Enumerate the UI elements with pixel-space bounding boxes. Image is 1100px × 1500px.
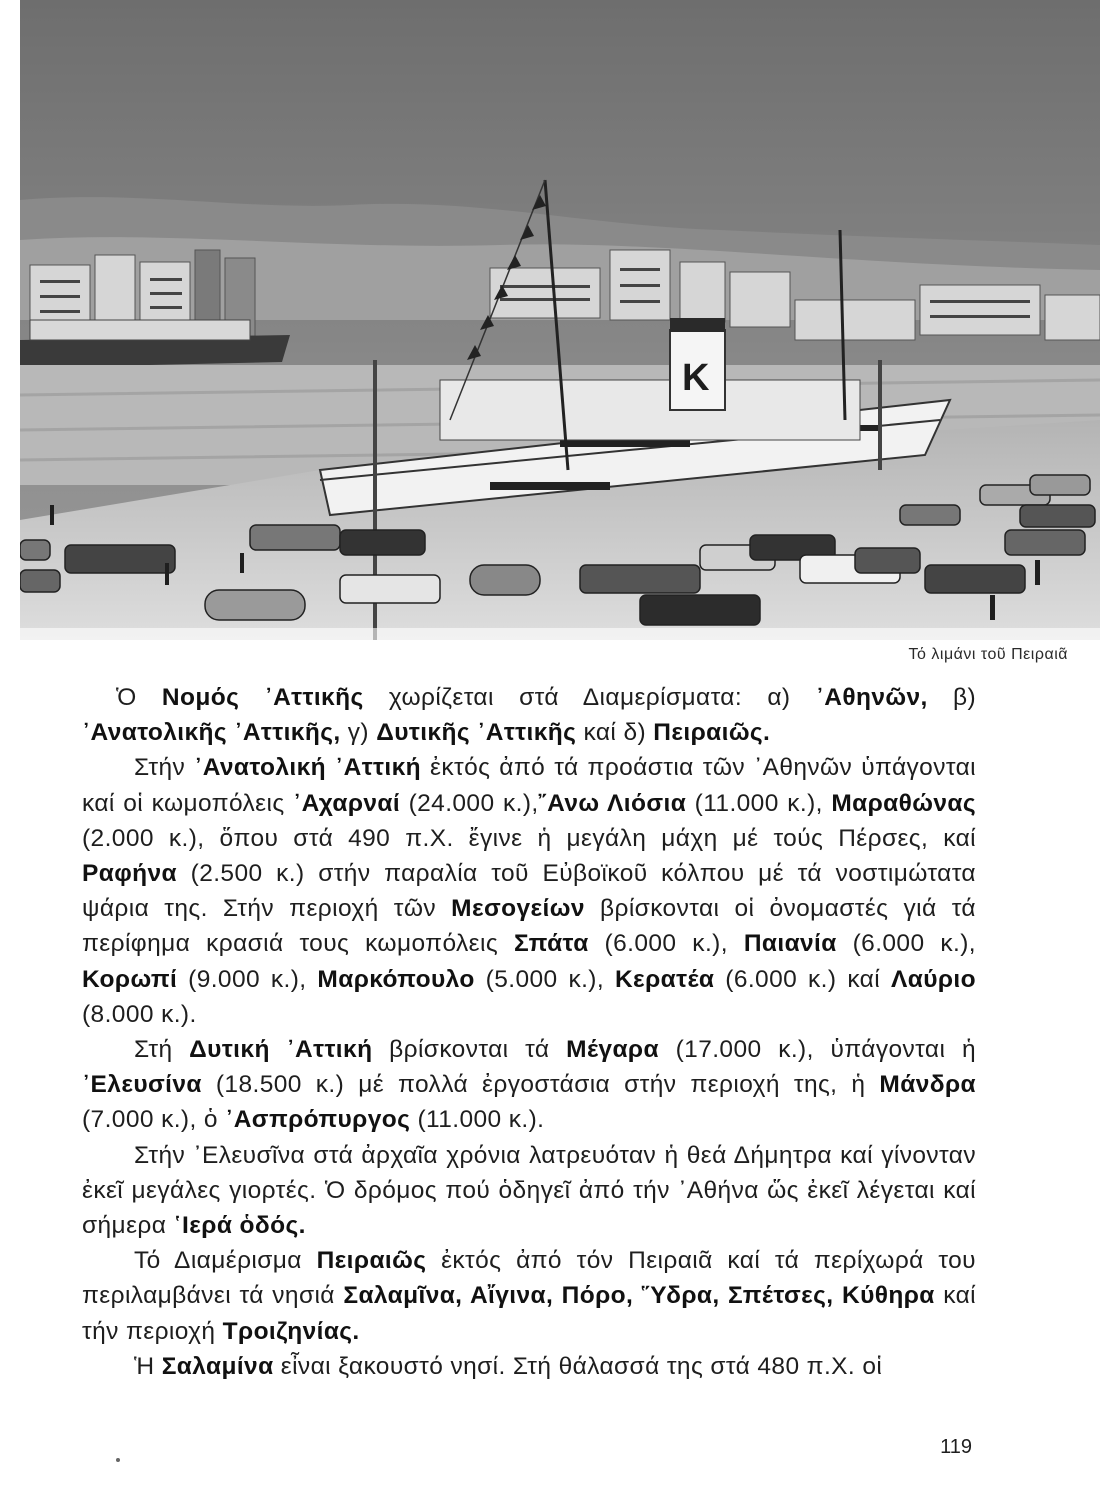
bold-term: ῾Ιερά ὁδός. bbox=[173, 1212, 306, 1240]
text-run: (18.500 κ.) μέ πολλά ἐργοστάσια στήν περιοχή της, ἡ bbox=[201, 1071, 880, 1099]
text-run: καί τήν περιοχή bbox=[82, 1282, 976, 1345]
text-run: (6.000 κ.), bbox=[588, 930, 744, 958]
bold-term: Κερατέα bbox=[614, 965, 715, 993]
bold-term: Λαύριο bbox=[891, 965, 976, 993]
bold-term: Σαλαμῖνα, Αἴγινα, Πόρο, ῞Υδρα, Σπέτσες, Κύθηρα bbox=[343, 1282, 935, 1310]
text-run: (2.500 κ.) στήν παραλία τοῦ Εὐβοϊκοῦ κόλπου μέ τά νοστιμώτατα ψάρια της. Στήν περιοχή τῶν bbox=[82, 860, 976, 923]
bold-term: Σπάτα bbox=[513, 930, 589, 958]
bold-term: ᾿Ασπρόπυργος bbox=[225, 1106, 411, 1134]
bold-term: Νομός ᾿Αττικῆς bbox=[161, 684, 364, 711]
paragraph bbox=[82, 680, 976, 750]
text-run: Ὁ bbox=[116, 684, 162, 711]
bold-term: Μαραθώνας bbox=[831, 789, 976, 817]
bold-term: ᾿Ανατολικῆς ᾿Αττικῆς, bbox=[82, 719, 341, 747]
text-run: γ) bbox=[340, 719, 377, 747]
paragraph bbox=[82, 1243, 976, 1349]
text-run: Στή bbox=[134, 1036, 190, 1064]
text-run: ἐκτός ἀπό τά προάστια τῶν ᾿Αθηνῶν ὑπάγονται καί οἱ κωμοπόλεις bbox=[82, 754, 976, 817]
text-run: Στήν bbox=[134, 754, 195, 782]
bold-term: ᾿Αθηνῶν, bbox=[815, 684, 928, 711]
text-run: (8.000 κ.). bbox=[82, 1000, 197, 1028]
text-run: Ἡ bbox=[134, 1352, 162, 1380]
bold-term: Μέγαρα bbox=[566, 1036, 659, 1064]
bold-term: ᾿Ελευσίνα bbox=[82, 1071, 202, 1099]
text-run: (5.000 κ.), bbox=[474, 965, 615, 993]
bold-term: Μαρκόπουλο bbox=[317, 965, 475, 993]
text-run: (11.000 κ.). bbox=[410, 1106, 545, 1134]
bold-term: Μεσογείων bbox=[451, 895, 585, 923]
bold-term: ᾿Ανατολική ᾿Αττική bbox=[194, 754, 422, 782]
text-run: β) bbox=[927, 684, 976, 711]
text-run: εἶναι ξακουστό νησί. Στή θάλασσά της στά 480 π.Χ. οἱ bbox=[273, 1352, 883, 1380]
body-text bbox=[82, 680, 976, 1384]
text-run: (2.000 κ.), ὅπου στά 490 π.Χ. ἔγινε ἡ μεγάλη μάχη μέ τούς Πέρσες, καί bbox=[82, 824, 976, 852]
page-number: 119 bbox=[940, 1436, 972, 1458]
bold-term: Κορωπί bbox=[82, 965, 178, 993]
text-run: (7.000 κ.), ὁ bbox=[82, 1106, 226, 1134]
text-run: (6.000 κ.), bbox=[836, 930, 976, 958]
text-run: καί δ) bbox=[576, 719, 654, 747]
text-run: (11.000 κ.), bbox=[686, 789, 832, 817]
text-run: βρίσκονται οἱ ὀνομαστές γιά τά περίφημα κρασιά τους κωμοπόλεις bbox=[82, 895, 976, 958]
bold-term: Ραφήνα bbox=[82, 860, 177, 888]
print-speck bbox=[116, 1458, 120, 1462]
harbor-photo bbox=[20, 0, 1100, 640]
paragraph bbox=[82, 1138, 976, 1244]
text-run: (9.000 κ.), bbox=[177, 965, 318, 993]
bold-term: Πειραιῶς bbox=[316, 1247, 427, 1275]
text-run: (6.000 κ.) καί bbox=[714, 965, 891, 993]
text-run: Στήν ᾿Ελευσῖνα στά ἀρχαῖα χρόνια λατρευόταν ἡ θεά Δήμητρα καί γίνονταν ἐκεῖ μεγάλες γιορτές. Ὁ δρόμος πού ὁδηγεῖ ἀπό τήν ᾿Αθήνα ὥς ἐκεῖ λέγεται καί σήμερα bbox=[82, 1141, 976, 1240]
paragraph bbox=[82, 750, 976, 1032]
text-run: βρίσκονται τά bbox=[372, 1036, 567, 1064]
text-run: ἐκτός ἀπό τόν Πειραιᾶ καί τά περίχωρά του περιλαμβάνει τά νησιά bbox=[82, 1247, 976, 1310]
bold-term: ᾿Αχαρναί bbox=[293, 789, 401, 817]
bold-term: Τροιζηνίας. bbox=[222, 1317, 360, 1345]
bold-term: Πειραιῶς. bbox=[653, 719, 771, 747]
harbor-photo-icon bbox=[20, 0, 1100, 640]
bold-term: Δυτικῆς ᾿Αττικῆς bbox=[376, 719, 577, 747]
ship-funnel-letter: K bbox=[682, 357, 710, 399]
paragraph bbox=[82, 1032, 976, 1138]
bold-term: Σαλαμίνα bbox=[161, 1352, 274, 1380]
bold-term: Μάνδρα bbox=[879, 1071, 976, 1099]
text-run: (24.000 κ.), bbox=[400, 789, 539, 817]
bold-term: Δυτική ᾿Αττική bbox=[189, 1036, 373, 1064]
text-run: (17.000 κ.), ὑπάγονται ἡ bbox=[658, 1036, 976, 1064]
bold-term: ῎Ανω Λιόσια bbox=[538, 789, 687, 817]
bold-term: Παιανία bbox=[743, 930, 837, 958]
text-run: Τό Διαμέρισμα bbox=[134, 1247, 317, 1275]
photo-caption: Τό λιμάνι τοῦ Πειραιᾶ bbox=[908, 646, 1068, 663]
paragraph bbox=[82, 1349, 976, 1384]
text-run: χωρίζεται στά Διαμερίσματα: α) bbox=[363, 684, 816, 711]
